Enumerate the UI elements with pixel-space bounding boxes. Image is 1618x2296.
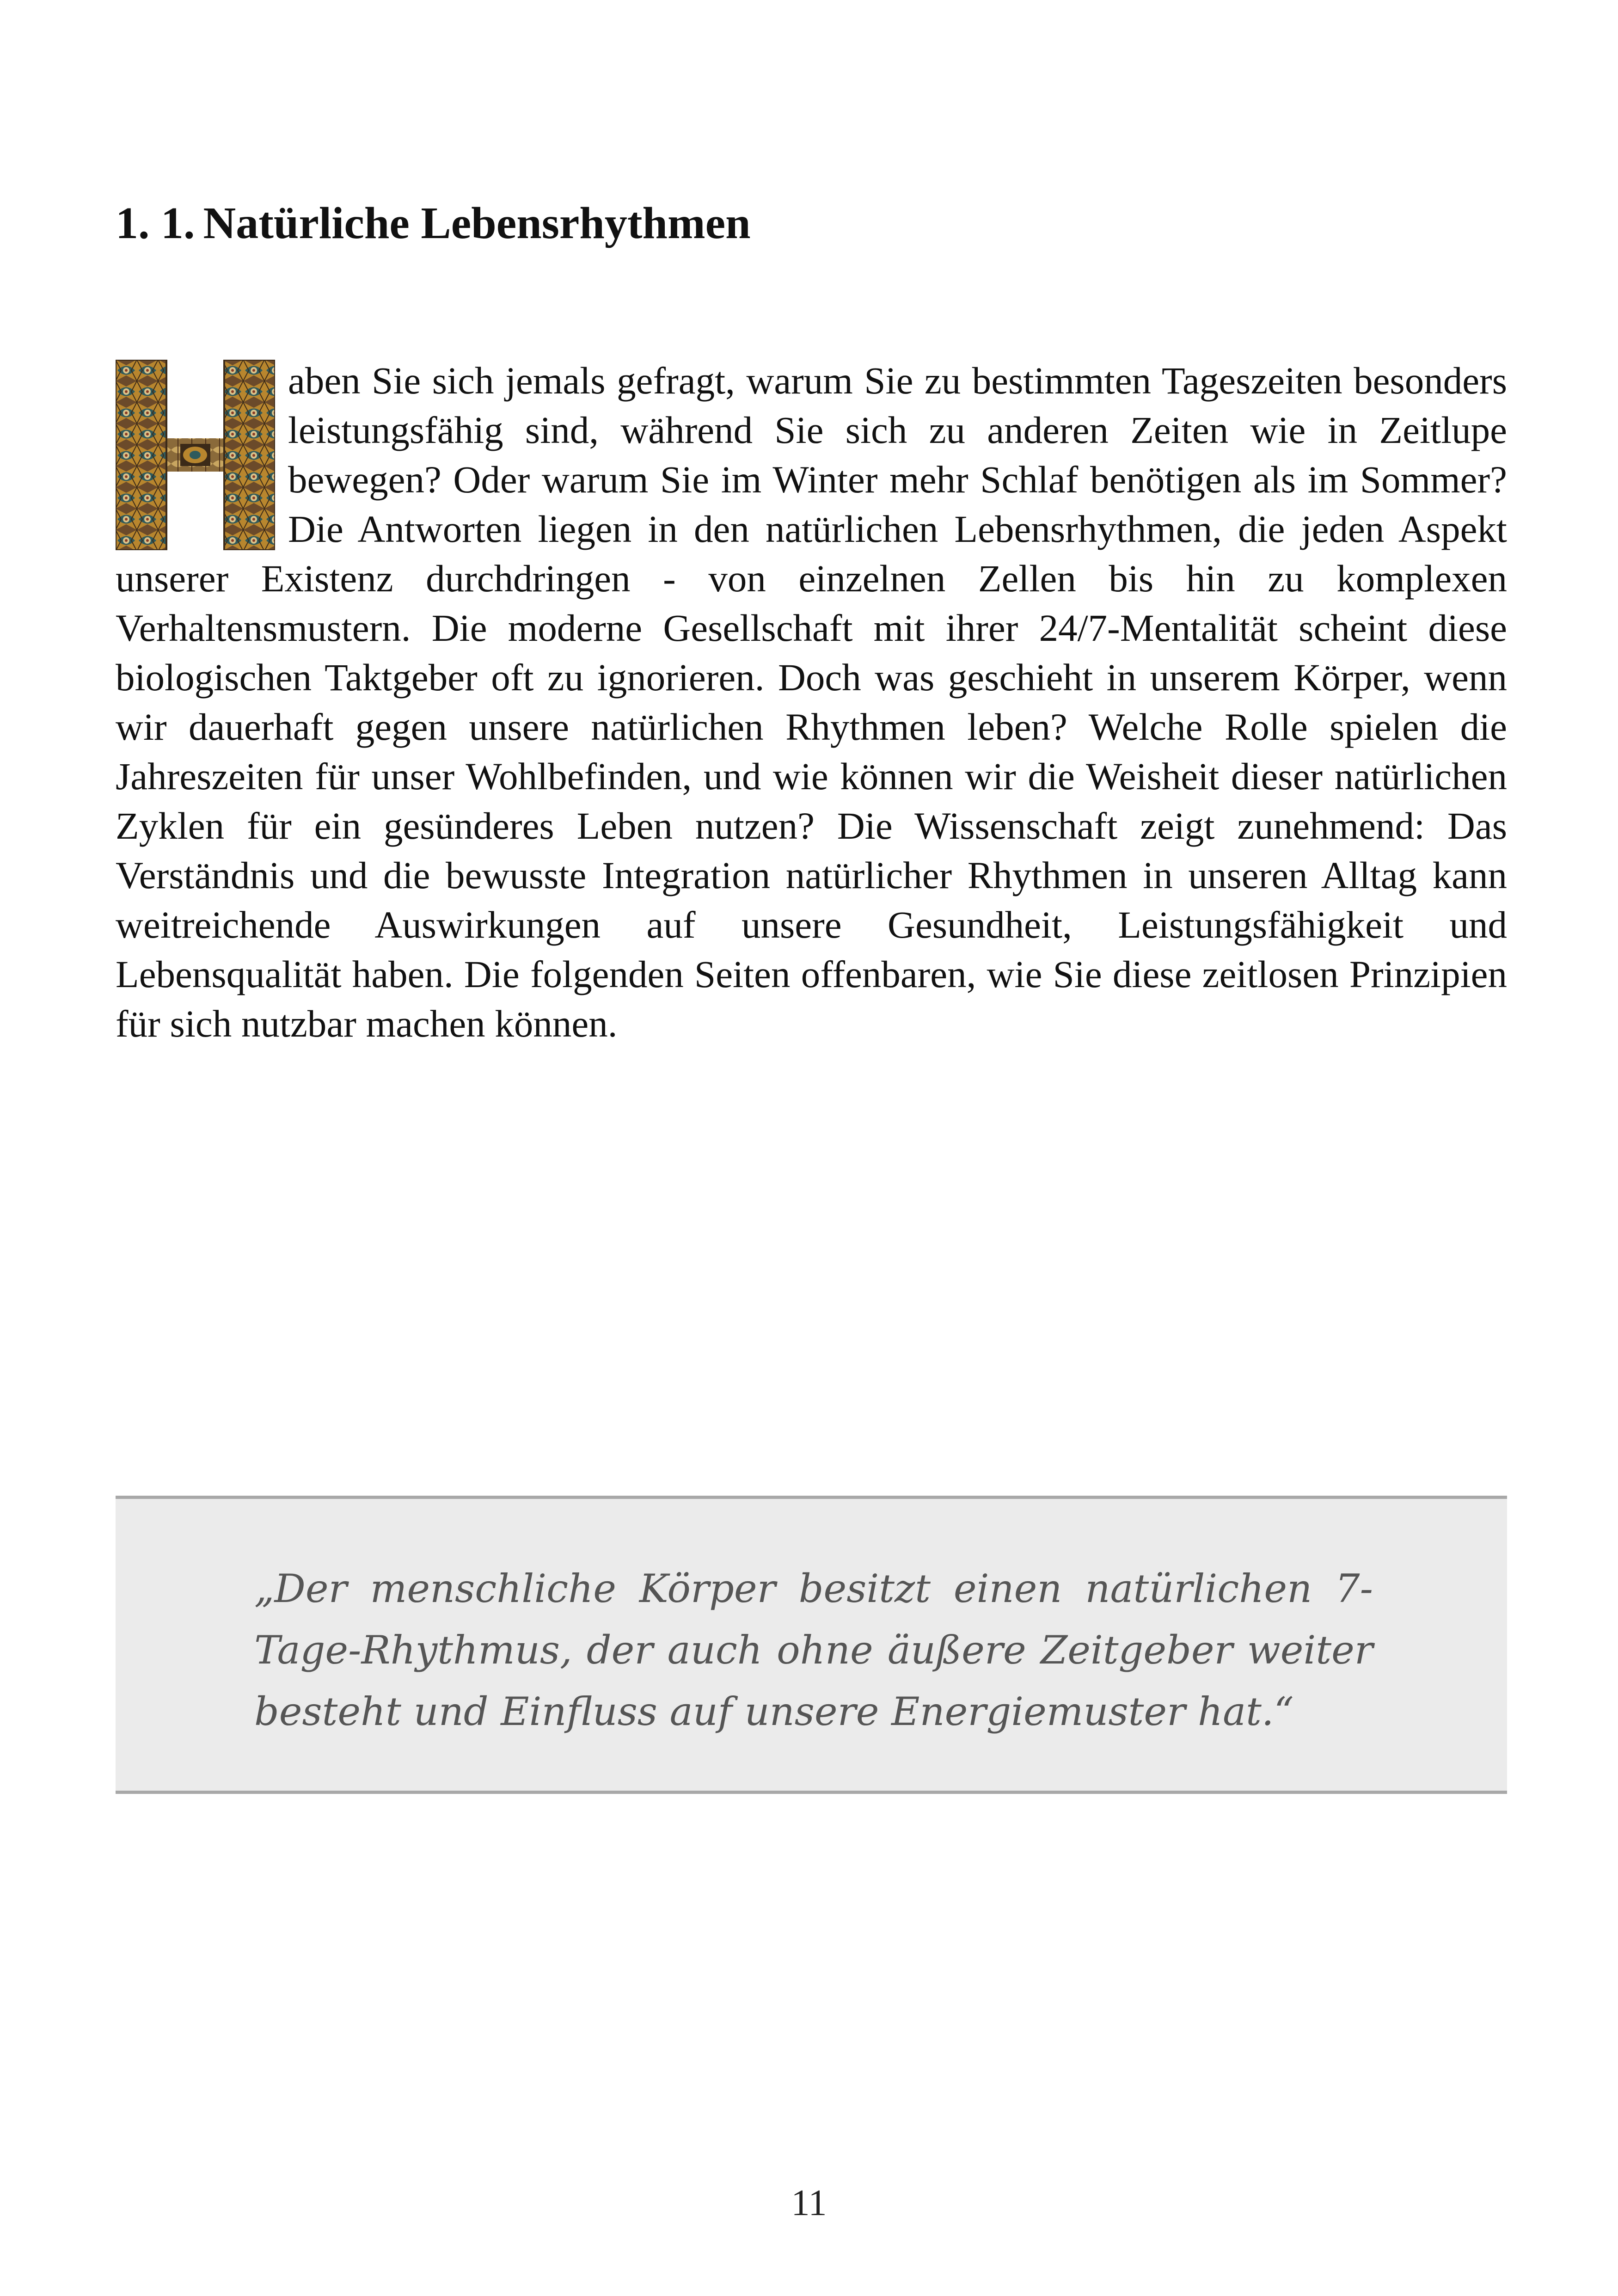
section-heading <box>116 199 751 249</box>
dropcap-ornament-icon <box>116 360 275 550</box>
page-number: 11 <box>791 2183 827 2223</box>
ornamental-dropcap-h <box>116 360 275 550</box>
paragraph-text: aben Sie sich jemals gefragt, warum Sie zu bestimmten Tageszeiten besonders leistungsfähig sind, während Sie sich zu anderen Zeiten wie in Zeitlupe bewegen? Oder warum Sie im Winter mehr Schlaf benötigen als im Sommer? Die Antworten liegen in den natürlichen Lebensrhythmen, die jeden Aspekt unserer Existenz durchdringen - von einzelnen Zellen bis hin zu komplexen Verhaltensmustern. Die moderne Gesellschaft mit ihrer 24/7-Mentalität scheint diese biologischen Taktgeber oft zu ignorieren. Doch was geschieht in unserem Körper, wenn wir dauerhaft gegen unsere natürlichen Rhythmen leben? Welche Rolle spielen die Jahreszeiten für unser Wohlbefinden, und wie können wir die Weisheit dieser natürlichen Zyklen für ein gesünderes Leben nutzen? Die Wissenschaft zeigt zunehmend: Das Verständnis und die bewusste Integration natürlicher Rhythmen in unseren Alltag kann weitreichende Auswirkungen auf unsere Gesundheit, Leistungsfähigkeit und Lebensqualität haben. Die folgenden Seiten offenbaren, wie Sie diese zeitlosen Prinzipien für sich nutzbar machen können. <box>116 359 1507 1045</box>
quote-box <box>116 1496 1507 1794</box>
quote-text: „Der menschliche Körper besitzt einen natürlichen 7-Tage-Rhythmus, der auch ohne äußere Zeitgeber weiter besteht und Einfluss auf unsere Energiemuster hat.“ <box>254 1566 1373 1734</box>
section-number: 1. 1. <box>116 198 195 248</box>
section-title: Natürliche Lebensrhythmen <box>203 198 751 248</box>
intro-paragraph <box>116 356 1507 1049</box>
